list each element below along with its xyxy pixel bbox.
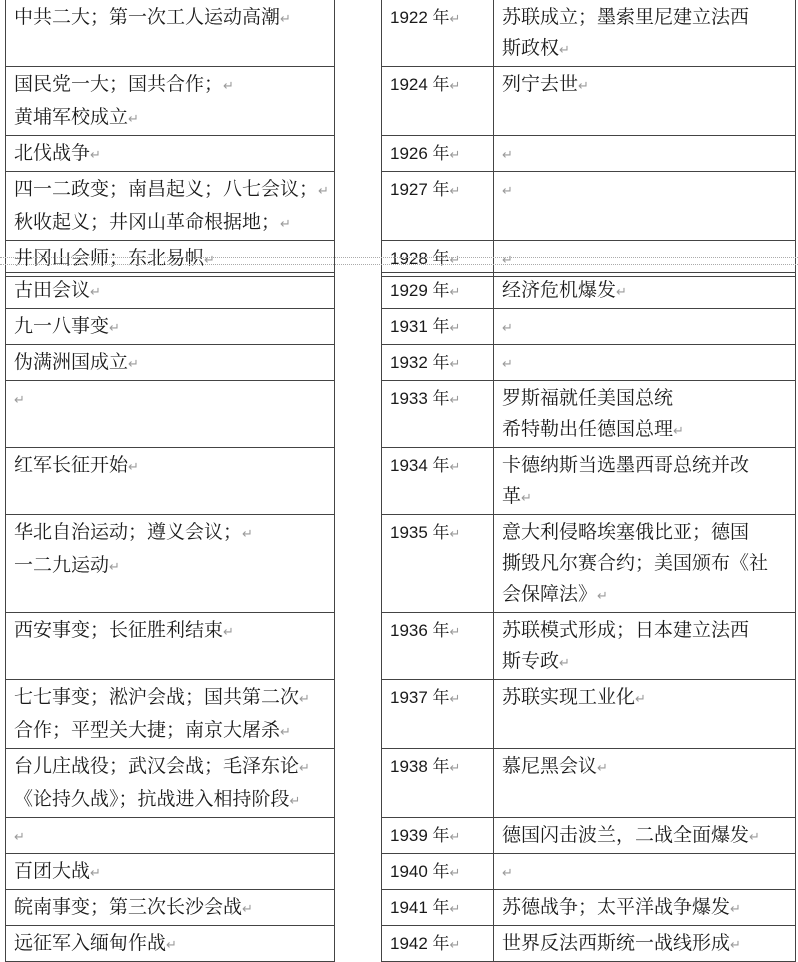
china-events-cell bbox=[6, 0, 335, 67]
paragraph-mark-icon: ↵ bbox=[109, 560, 120, 575]
paragraph-mark-icon: ↵ bbox=[449, 829, 461, 844]
spacer-cell bbox=[335, 749, 382, 818]
china-events-cell bbox=[6, 926, 335, 962]
spacer-cell bbox=[335, 890, 382, 926]
china-event-line: 西安事变；长征胜利结束↵ bbox=[14, 619, 234, 641]
spacer-cell bbox=[335, 818, 382, 854]
table-row bbox=[6, 890, 796, 926]
world-events-cell bbox=[494, 172, 796, 241]
world-event-line: 斯政权↵ bbox=[502, 37, 570, 59]
year-cell: 1933 年↵ bbox=[382, 381, 494, 448]
paragraph-mark-icon: ↵ bbox=[502, 357, 513, 372]
table-row bbox=[6, 448, 796, 515]
year-cell: 1931 年↵ bbox=[382, 309, 494, 345]
paragraph-mark-icon: ↵ bbox=[502, 866, 513, 881]
china-events-cell bbox=[6, 448, 335, 515]
paragraph-mark-icon: ↵ bbox=[90, 866, 101, 881]
world-event-line: 苏德战争；太平洋战争爆发↵ bbox=[502, 896, 741, 918]
paragraph-mark-icon: ↵ bbox=[223, 79, 234, 94]
paragraph-mark-icon: ↵ bbox=[449, 392, 461, 407]
paragraph-mark-icon: ↵ bbox=[502, 321, 513, 336]
spacer-cell bbox=[335, 0, 382, 67]
china-event-line: 合作；平型关大捷；南京大屠杀↵ bbox=[14, 719, 291, 741]
spacer-cell bbox=[335, 136, 382, 172]
china-event-line: 井冈山会师；东北易帜↵ bbox=[14, 247, 215, 269]
year-cell: 1936 年↵ bbox=[382, 613, 494, 680]
table-body bbox=[6, 273, 796, 962]
paragraph-mark-icon: ↵ bbox=[559, 656, 570, 671]
year-cell: 1941 年↵ bbox=[382, 890, 494, 926]
table-row bbox=[6, 67, 796, 136]
china-event-line: 秋收起义；井冈山革命根据地；↵ bbox=[14, 211, 291, 233]
year-cell: 1935 年↵ bbox=[382, 515, 494, 613]
year-cell: 1926 年↵ bbox=[382, 136, 494, 172]
paragraph-mark-icon: ↵ bbox=[242, 902, 253, 917]
paragraph-mark-icon: ↵ bbox=[597, 761, 608, 776]
table-row bbox=[6, 172, 796, 241]
table-row bbox=[6, 0, 796, 67]
spacer-cell bbox=[335, 613, 382, 680]
world-event-line: 罗斯福就任美国总统 bbox=[502, 387, 674, 409]
world-events-cell bbox=[494, 67, 796, 136]
table-row bbox=[6, 749, 796, 818]
paragraph-mark-icon: ↵ bbox=[502, 184, 513, 199]
china-event-line: 远征军入缅甸作战↵ bbox=[14, 932, 177, 954]
table-row bbox=[6, 381, 796, 448]
year-cell: 1922 年↵ bbox=[382, 0, 494, 67]
china-events-cell bbox=[6, 515, 335, 613]
table-row bbox=[6, 854, 796, 890]
paragraph-mark-icon: ↵ bbox=[289, 794, 301, 809]
paragraph-mark-icon: ↵ bbox=[449, 459, 461, 474]
year-cell: 1940 年↵ bbox=[382, 854, 494, 890]
paragraph-mark-icon: ↵ bbox=[90, 285, 101, 300]
table-row bbox=[6, 309, 796, 345]
spacer-cell bbox=[335, 680, 382, 749]
paragraph-mark-icon: ↵ bbox=[128, 112, 139, 127]
paragraph-mark-icon: ↵ bbox=[597, 589, 608, 604]
spacer-cell bbox=[335, 172, 382, 241]
china-event-line: 伪满洲国成立↵ bbox=[14, 351, 139, 373]
table-row bbox=[6, 515, 796, 613]
paragraph-mark-icon: ↵ bbox=[749, 830, 760, 845]
world-event-line: 革↵ bbox=[502, 485, 532, 507]
table-body bbox=[6, 0, 796, 277]
paragraph-mark-icon: ↵ bbox=[635, 692, 646, 707]
china-events-cell bbox=[6, 345, 335, 381]
paragraph-mark-icon: ↵ bbox=[128, 460, 139, 475]
china-event-line: 古田会议↵ bbox=[14, 279, 101, 301]
world-event-line: 斯专政↵ bbox=[502, 650, 570, 672]
world-event-line bbox=[502, 174, 795, 207]
china-events-cell bbox=[6, 613, 335, 680]
world-events-cell bbox=[494, 448, 796, 515]
world-event-line: 卡德纳斯当选墨西哥总统并改 bbox=[502, 454, 750, 476]
table-row bbox=[6, 273, 796, 309]
paragraph-mark-icon: ↵ bbox=[730, 938, 741, 953]
china-event-line: 华北自治运动；遵义会议；↵ bbox=[14, 521, 253, 543]
paragraph-mark-icon: ↵ bbox=[449, 252, 461, 267]
paragraph-mark-icon: ↵ bbox=[559, 43, 570, 58]
world-events-cell bbox=[494, 926, 796, 962]
china-events-cell bbox=[6, 854, 335, 890]
table-row bbox=[6, 926, 796, 962]
china-events-cell bbox=[6, 136, 335, 172]
paragraph-mark-icon: ↵ bbox=[449, 624, 461, 639]
world-events-cell bbox=[494, 381, 796, 448]
table-row bbox=[6, 136, 796, 172]
paragraph-mark-icon: ↵ bbox=[578, 79, 589, 94]
world-events-cell bbox=[494, 680, 796, 749]
china-events-cell bbox=[6, 309, 335, 345]
paragraph-mark-icon: ↵ bbox=[449, 356, 461, 371]
chronology-table-top bbox=[5, 0, 796, 277]
paragraph-mark-icon: ↵ bbox=[673, 424, 684, 439]
china-event-line: 皖南事变；第三次长沙会战↵ bbox=[14, 896, 253, 918]
china-events-cell bbox=[6, 680, 335, 749]
paragraph-mark-icon: ↵ bbox=[449, 11, 461, 26]
china-events-cell bbox=[6, 749, 335, 818]
paragraph-mark-icon: ↵ bbox=[449, 760, 461, 775]
world-events-cell bbox=[494, 515, 796, 613]
paragraph-mark-icon: ↵ bbox=[204, 253, 215, 268]
paragraph-mark-icon: ↵ bbox=[730, 902, 741, 917]
paragraph-mark-icon: ↵ bbox=[449, 901, 461, 916]
year-cell: 1937 年↵ bbox=[382, 680, 494, 749]
year-cell: 1924 年↵ bbox=[382, 67, 494, 136]
china-event-line: 四一二政变；南昌起义；八七会议；↵ bbox=[14, 178, 329, 200]
table-row bbox=[6, 613, 796, 680]
paragraph-mark-icon: ↵ bbox=[502, 253, 513, 268]
world-event-line: 慕尼黑会议↵ bbox=[502, 755, 608, 777]
paragraph-mark-icon: ↵ bbox=[280, 217, 291, 232]
table-row bbox=[6, 345, 796, 381]
world-events-cell bbox=[494, 273, 796, 309]
spacer-cell bbox=[335, 67, 382, 136]
page-break-gap bbox=[0, 257, 798, 265]
world-event-line: 苏联实现工业化↵ bbox=[502, 686, 646, 708]
china-event-line: 九一八事变↵ bbox=[14, 315, 120, 337]
paragraph-mark-icon: ↵ bbox=[14, 830, 25, 845]
paragraph-mark-icon: ↵ bbox=[502, 148, 513, 163]
paragraph-mark-icon: ↵ bbox=[449, 147, 461, 162]
table-row bbox=[6, 818, 796, 854]
paragraph-mark-icon: ↵ bbox=[449, 78, 461, 93]
paragraph-mark-icon: ↵ bbox=[299, 692, 310, 707]
paragraph-mark-icon: ↵ bbox=[449, 937, 461, 952]
china-events-cell bbox=[6, 381, 335, 448]
world-events-cell bbox=[494, 0, 796, 67]
china-event-line: 北伐战争↵ bbox=[14, 142, 101, 164]
china-event-line: 黄埔军校成立↵ bbox=[14, 106, 139, 128]
china-event-line: 百团大战↵ bbox=[14, 860, 101, 882]
china-event-line: 七七事变；淞沪会战；国共第二次↵ bbox=[14, 686, 310, 708]
world-event-line: 苏联成立；墨索里尼建立法西 bbox=[502, 6, 750, 28]
china-event-line: 《论持久战》；抗战进入相持阶段↵ bbox=[14, 788, 301, 810]
paragraph-mark-icon: ↵ bbox=[616, 285, 627, 300]
spacer-cell bbox=[335, 926, 382, 962]
spacer-cell bbox=[335, 448, 382, 515]
world-event-line: 苏联模式形成；日本建立法西 bbox=[502, 619, 750, 641]
world-events-cell bbox=[494, 749, 796, 818]
spacer-cell bbox=[335, 854, 382, 890]
world-event-line: 经济危机爆发↵ bbox=[502, 279, 627, 301]
china-events-cell bbox=[6, 818, 335, 854]
paragraph-mark-icon: ↵ bbox=[521, 491, 532, 506]
year-cell: 1929 年↵ bbox=[382, 273, 494, 309]
year-cell: 1927 年↵ bbox=[382, 172, 494, 241]
world-events-cell bbox=[494, 136, 796, 172]
paragraph-mark-icon: ↵ bbox=[128, 357, 139, 372]
paragraph-mark-icon: ↵ bbox=[166, 938, 177, 953]
paragraph-mark-icon: ↵ bbox=[449, 320, 461, 335]
china-events-cell bbox=[6, 67, 335, 136]
world-event-line: 世界反法西斯统一战线形成↵ bbox=[502, 932, 741, 954]
world-event-line bbox=[502, 138, 795, 171]
world-event-line: 意大利侵略埃塞俄比亚；德国 bbox=[502, 521, 750, 543]
world-event-line bbox=[502, 347, 795, 380]
china-events-cell bbox=[6, 172, 335, 241]
paragraph-mark-icon: ↵ bbox=[90, 148, 101, 163]
china-events-cell bbox=[6, 890, 335, 926]
chronology-table-bottom bbox=[5, 272, 796, 962]
year-cell: 1934 年↵ bbox=[382, 448, 494, 515]
world-events-cell bbox=[494, 613, 796, 680]
world-event-line: 德国闪击波兰，二战全面爆发↵ bbox=[502, 824, 760, 846]
china-event-line: 一二九运动↵ bbox=[14, 554, 120, 576]
world-events-cell bbox=[494, 818, 796, 854]
year-cell: 1928 年↵ bbox=[382, 241, 494, 277]
china-event-line: 红军长征开始↵ bbox=[14, 454, 139, 476]
world-event-line bbox=[502, 856, 795, 889]
world-events-cell bbox=[494, 345, 796, 381]
table-row bbox=[6, 680, 796, 749]
world-event-line bbox=[502, 311, 795, 344]
paragraph-mark-icon: ↵ bbox=[14, 393, 25, 408]
paragraph-mark-icon: ↵ bbox=[280, 725, 291, 740]
world-events-cell bbox=[494, 854, 796, 890]
paragraph-mark-icon: ↵ bbox=[280, 12, 291, 27]
year-cell: 1932 年↵ bbox=[382, 345, 494, 381]
world-event-line: 会保障法》↵ bbox=[502, 583, 608, 605]
spacer-cell bbox=[335, 273, 382, 309]
paragraph-mark-icon: ↵ bbox=[449, 284, 461, 299]
year-cell: 1938 年↵ bbox=[382, 749, 494, 818]
paragraph-mark-icon: ↵ bbox=[223, 625, 234, 640]
paragraph-mark-icon: ↵ bbox=[449, 691, 461, 706]
china-event-line: 国民党一大；国共合作；↵ bbox=[14, 73, 234, 95]
spacer-cell bbox=[335, 345, 382, 381]
china-event-line: 台儿庄战役；武汉会战；毛泽东论↵ bbox=[14, 755, 310, 777]
china-event-line bbox=[14, 383, 334, 416]
year-cell: 1942 年↵ bbox=[382, 926, 494, 962]
world-event-line: 列宁去世↵ bbox=[502, 73, 589, 95]
world-event-line: 撕毁凡尔赛合约；美国颁布《社 bbox=[502, 552, 769, 574]
paragraph-mark-icon: ↵ bbox=[299, 761, 310, 776]
paragraph-mark-icon: ↵ bbox=[449, 183, 461, 198]
paragraph-mark-icon: ↵ bbox=[242, 527, 253, 542]
world-event-line: 希特勒出任德国总理↵ bbox=[502, 418, 684, 440]
china-events-cell bbox=[6, 273, 335, 309]
paragraph-mark-icon: ↵ bbox=[109, 321, 120, 336]
spacer-cell bbox=[335, 381, 382, 448]
spacer-cell bbox=[335, 309, 382, 345]
world-events-cell bbox=[494, 309, 796, 345]
world-events-cell bbox=[494, 890, 796, 926]
paragraph-mark-icon: ↵ bbox=[318, 184, 329, 199]
paragraph-mark-icon: ↵ bbox=[449, 865, 461, 880]
spacer-cell bbox=[335, 515, 382, 613]
china-event-line: 中共二大；第一次工人运动高潮↵ bbox=[14, 6, 291, 28]
china-event-line bbox=[14, 820, 334, 853]
paragraph-mark-icon: ↵ bbox=[449, 526, 461, 541]
year-cell: 1939 年↵ bbox=[382, 818, 494, 854]
